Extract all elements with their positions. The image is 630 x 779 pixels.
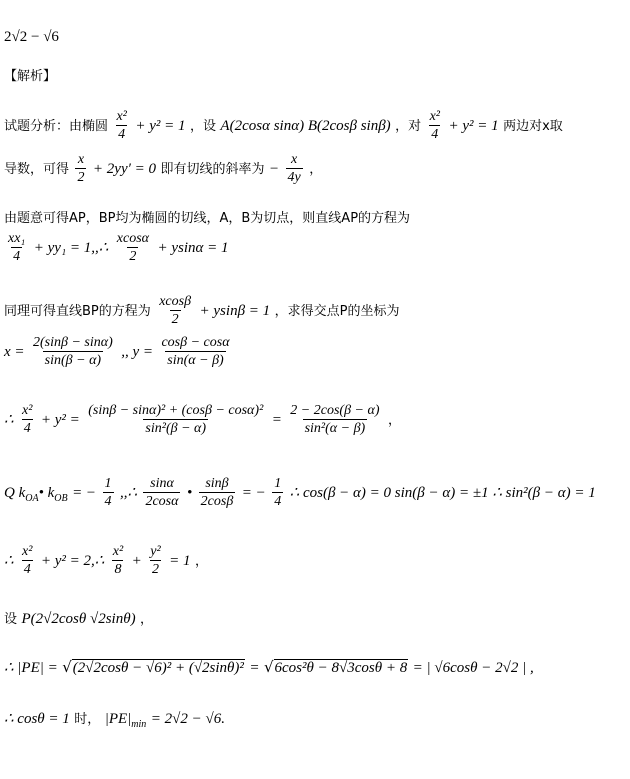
equation-segment: = | √6cosθ − 2√2 | , — [412, 660, 534, 676]
equation-segment: ∴ — [4, 412, 14, 428]
fraction-x-coordinate — [31, 336, 115, 368]
equation-segment: + y² = 2,∴ — [40, 553, 105, 569]
fraction-one-over-four — [103, 477, 114, 509]
denominator: 4 — [23, 562, 31, 577]
fraction-x2-over-4 — [114, 110, 128, 142]
line-derivative — [4, 153, 322, 185]
equation-segment: = − — [72, 485, 97, 501]
numerator: x² — [22, 403, 33, 418]
radical-sign: √ — [263, 658, 274, 676]
fraction-sinb-over-2cosb — [199, 477, 236, 509]
equation-segment: − — [268, 161, 280, 177]
numerator: x² — [116, 109, 127, 124]
text-segment: ， — [387, 413, 401, 428]
denominator: 4 — [13, 249, 21, 264]
denominator: sin(β − α) — [44, 353, 102, 368]
equation-segment: ∴ |PE| = — [4, 660, 58, 676]
numerator: x² — [22, 544, 33, 559]
text-segment: ， — [309, 162, 323, 177]
numerator: sinβ — [205, 476, 229, 491]
fraction-x-over-2 — [75, 153, 86, 185]
line-pe-distance — [4, 660, 534, 676]
fraction-xcosa-over-2 — [115, 232, 151, 264]
subscript: min — [131, 719, 147, 730]
denominator: 8 — [114, 562, 122, 577]
text-segment: ，对 — [395, 119, 422, 134]
denominator: 2 — [77, 170, 85, 185]
equation-segment: = — [271, 412, 282, 428]
equation-segment: P(2√2cosθ √2sinθ) — [21, 611, 136, 627]
denominator: 4 — [431, 127, 439, 142]
numerator: xcosβ — [159, 294, 192, 309]
slope-product-lhs — [4, 485, 68, 504]
text-segment: ， — [194, 554, 208, 569]
points-definition: A(2cosα sinα) B(2cosβ sinβ) — [220, 118, 391, 134]
text-segment: 试题分析：由椭圆 — [4, 119, 109, 134]
text-segment: 同理可得直线BP的方程为 — [4, 304, 151, 319]
denominator: sin(α − β) — [167, 353, 224, 368]
denominator: 2 — [151, 562, 159, 577]
text-segment: 即有切线的斜率为 — [160, 162, 265, 177]
denominator: sin²(β − α) — [145, 421, 207, 436]
fraction-x2-over-8 — [111, 545, 125, 577]
text-segment: 两边对x取 — [503, 119, 563, 134]
equation-segment: + y² = — [40, 412, 80, 428]
equation-segment: + 2yy′ = 0 — [92, 161, 157, 177]
denominator: 4 — [274, 494, 282, 509]
numerator: 1 — [274, 476, 282, 491]
equation-segment: = 1 — [169, 553, 191, 569]
equation-segment: + ysinβ = 1 — [199, 303, 271, 319]
fraction-x2-over-4 — [20, 545, 34, 577]
equation-segment: ∴ cosθ = 1 — [4, 711, 70, 727]
denominator: 2cosα — [145, 494, 179, 509]
denominator: 4 — [23, 421, 31, 436]
equation-segment: Q k — [4, 485, 26, 501]
fraction-y-coordinate — [159, 336, 231, 368]
line-locus-result — [4, 545, 208, 577]
line-locus-expression — [4, 404, 401, 436]
equation-segment: ∴ cos(β − α) = 0 sin(β − α) = ±1 ∴ sin²(β − α) = 1 — [289, 485, 596, 501]
line-ap-equation — [4, 232, 229, 264]
denominator: sin²(α − β) — [304, 421, 366, 436]
denominator: 4 — [104, 494, 112, 509]
equation-segment: + yy₁ = 1,,∴ — [33, 240, 109, 256]
equation-segment: = − — [241, 485, 266, 501]
equation-segment: ,,∴ — [119, 485, 138, 501]
equation-segment: + y² = 1 — [135, 118, 186, 134]
numerator: 1 — [104, 476, 112, 491]
line-ellipse-setup — [4, 110, 563, 142]
numerator: xx₁ — [8, 231, 26, 246]
numerator: (sinβ − sinα)² + (cosβ − cosα)² — [88, 403, 264, 418]
equation-segment: = — [249, 660, 260, 676]
fraction-x2-over-4 — [428, 110, 442, 142]
denominator: 2cosβ — [200, 494, 234, 509]
line-parametrize-p — [4, 612, 153, 627]
fraction-xx1-over-4 — [6, 232, 27, 264]
line-slope-product — [4, 477, 596, 509]
equation-segment: • — [186, 485, 193, 501]
subscript: OA — [25, 493, 39, 504]
radical-sign: √ — [62, 658, 72, 676]
line-minimum — [4, 712, 225, 730]
numerator: sinα — [150, 476, 174, 491]
denominator: 4 — [118, 127, 126, 142]
equation-segment: + ysinα = 1 — [157, 240, 229, 256]
fraction-x-over-4y — [286, 153, 303, 185]
analysis-heading: 【解析】 — [4, 69, 57, 84]
numerator: 2 − 2cos(β − α) — [290, 403, 380, 418]
radicand: (2√2cosθ − √6)² + (√2sinθ)² — [72, 660, 244, 676]
numerator: 2(sinβ − sinα) — [32, 335, 113, 350]
numerator: y² — [150, 544, 161, 559]
numerator: x² — [112, 544, 124, 559]
fraction-sina-over-2cosa — [143, 477, 180, 509]
fraction-xcosb-over-2 — [157, 295, 193, 327]
numerator: x — [291, 152, 298, 167]
equation-segment: • k — [38, 485, 55, 501]
equation-segment: + — [131, 553, 142, 569]
fraction-y2-over-2 — [148, 545, 162, 577]
text-segment: 时， — [74, 712, 101, 727]
fraction-x2-over-4 — [20, 404, 34, 436]
answer-value: 2√2 − √6 — [4, 29, 59, 45]
numerator: x² — [429, 109, 441, 124]
fraction-one-over-four — [272, 477, 283, 509]
text-segment: ，求得交点P的坐标为 — [274, 304, 400, 319]
text-segment: 设 — [4, 612, 18, 627]
text-segment: 导数，可得 — [4, 162, 70, 177]
answer-text — [4, 30, 59, 45]
numerator: cosβ − cosα — [161, 335, 230, 350]
pe-min — [104, 711, 147, 730]
line-tangent-statement: 由题意可得AP，BP均为椭圆的切线，A，B为切点，则直线AP的方程为 — [4, 211, 411, 226]
equation-segment: ,, y = — [121, 344, 153, 360]
text-segment: ， — [140, 612, 154, 627]
numerator: xcosα — [116, 231, 150, 246]
equation-segment: ∴ — [4, 553, 14, 569]
fraction-squared-sum — [86, 404, 265, 436]
fraction-simplified — [288, 404, 381, 436]
line-p-coordinates — [4, 336, 234, 368]
numerator: x — [77, 152, 85, 167]
subscript: OB — [54, 493, 68, 504]
equation-segment: |PE| — [104, 711, 132, 727]
text-segment: ，设 — [189, 119, 216, 134]
denominator: 2 — [129, 249, 137, 264]
line-bp-equation — [4, 295, 399, 327]
radicand: 6cos²θ − 8√3cosθ + 8 — [274, 660, 408, 676]
denominator: 2 — [171, 312, 179, 327]
equation-segment: = 2√2 − √6. — [150, 711, 225, 727]
equation-segment: + y² = 1 — [448, 118, 499, 134]
denominator: 4y — [287, 170, 301, 185]
equation-segment: x = — [4, 344, 25, 360]
